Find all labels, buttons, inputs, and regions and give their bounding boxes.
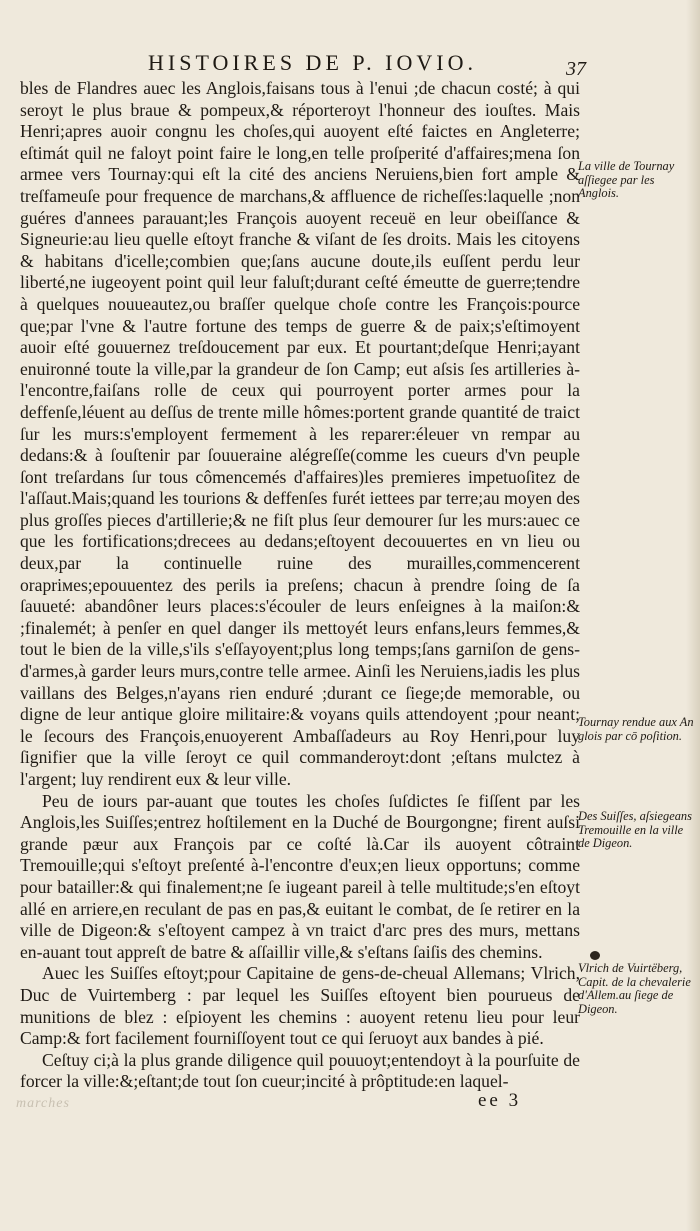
margin-note-swiss-dijon: Des Suiſſes, aſsiegeans Tremouille en la ville de Digeon.: [578, 809, 692, 850]
paragraph-cestuy: Ceſtuy ci;à la plus grande diligence quil pouuoyt;entendoyt à la pourſuite de forcer la ville:&;eſtant;de tout ſon cueur;incité à prôptitude:en laquel-: [20, 1049, 580, 1092]
paragraph-ulrich: Auec les Suiſſes eſtoyt;pour Capitaine de gens-de-cheual Allemans; Vlrich, Duc de Vuirtemberg : par lequel les Suiſſes eſtoyent bien pourueus de munitions de blez : eſpioyent les chemins : auoyent retenu lieu pour leur Camp:& fort facilement fourniſſoyent tout ce qui ſeruoyt aux bandes à pié.: [20, 963, 580, 1049]
signature-mark: ee 3: [478, 1090, 522, 1111]
paragraph-swiss-burgundy: Peu de iours par-auant que toutes les choſes ſuſdictes ſe fiſſent par les Anglois,les Suiſſes;entrez hoſtilement en la Duché de Bourgongne; firent auſsi grande pæur aux François par ce coſté là.Car ils auoyent côtraint Tremouille;qui s'eſtoyt preſenté à-l'encontre d'eux;en lieux opportuns; comme pour batailler:& qui finalement;ne ſe iugeant pareil à telle multitude;s'en eſtoyt allé en arriere,en reculant de pas en pas,& euitant le combat, de ſe retirer en la ville de Digeon:& s'eſtoyent campez à vn traict d'arc pres des murs, mettans en-auant tout appreſt de batre & aſſaillir ville,& s'eſtans ſaiſis des chemins.: [20, 790, 580, 962]
ink-dot-icon: [590, 951, 600, 960]
margin-note-ulrich: Vlrich de Vuirtëberg, Capit. de la chevalerie d'Allem.au ſiege de Digeon.: [578, 961, 691, 1016]
main-text-block: [20, 78, 580, 1093]
page-number: 37: [566, 58, 586, 80]
page-footer: [0, 1090, 700, 1120]
margin-note-tournay-surrender: Tournay rendue aux An glois par cō poſition.: [578, 715, 694, 743]
bleed-through-text: marches: [16, 1096, 70, 1111]
paragraph-tournay-siege: bles de Flandres auec les Anglois,faisans tous à l'enui ;de chacun costé; à qui seroyt le plus braue & pompeux,& réporteroyt l'honneur des iouſtes. Mais Henri;apres auoir congnu les choſes,qui auoyent eſté faictes en Angleterre; eſtimát quil ne faloyt point faire le long,en telle proſperité d'affaires;mena ſon armee vers Tournay:qui eſt la cité des anciens Neruiens,bien fort ample & treſfameuſe pour frequence de marchans,& affluence de richeſſes:laquelle ;non guéres d'annees parauant;les François auoyent receuë en leur obeiſſance & Signeurie:au lieu quelle eſtoyt franche & viſant de ſes droits. Mais les citoyens & habitans d'icelle;combien que;ſans aucune doute,ils euſſent perdu leur liberté,ne iugeoyent point quil leur faluſt;durant ceſté émeutte de guerre;tendre à quelques nouueautez,ou braſſer quelque choſe contre les François:pource que;par l'vne & l'autre fortune des temps de guerre & de paix;s'eſtimoyent auoir eſté gouuernez treſdoucement par eux. Et pourtant;deſque Henri;ayant enuironné toute la ville,par la grandeur de ſon Camp; eut aſsis ſes artilleries à-l'encontre,faiſans rolle de ceux qui pourroyent porter armes pour la deffenſe,léuent au deſſus de trente mille hômes:portent grande quantité de traict ſur les murs:s'employent fermement à les reparer:éleuer vn rempar au dedans:& à ſouſtenir par ſouueraine alégreſſe(comme les cueurs d'vn peuple ſont treſardans ſur tous cômencemés d'affaires)les premieres impetuoſitez de l'aſſaut.Mais;quand les tourions & deffenſes furét iettees par terre;au moyen des plus groſſes pieces d'artillerie;& ne fiſt plus ſeur demourer ſur les murs:auec ce que les fortifications;drecees au dedans;eſtoyent decouuertes en vn lieu ou deux,par la continuelle ruine des murailles,commencerent orapriмes;epouuentez des perils ia preſens; chacun à prendre ſoing de ſa ſauueté: abandôner leurs places:s'écouler de leurs enſeignes à la maiſon:& ;finalemét; à penſer en quel danger ils mettoyét leurs enfans,leurs femmes,& tout le bien de la ville,s'ils s'eſſayoyent;plus long temps;ſans garniſon de gens-d'armes,à garder leurs murs,contre telle armee. Ainſi les Neruiens,iadis les plus vaillans des Belges,n'ayans rien enduré ;durant ce ſiege;de memorable, ou digne de leur antique gloire militaire:& voyans quils attendoyent ;pour neant; le ſecours des François,enuoyerent Ambaſſadeurs au Roy Henri,pour luy ſignifier que la ville ſeroyt ce quil commanderoyt:dont ;eſtans mulctez à l'argent; luy rendirent eux & leur ville.: [20, 78, 580, 789]
running-title: HISTOIRES DE P. IOVIO.: [148, 50, 477, 75]
running-head: [0, 48, 700, 82]
margin-note-tournay-siege: La ville de Tournay aſſiegee par les Anglois.: [578, 159, 675, 200]
